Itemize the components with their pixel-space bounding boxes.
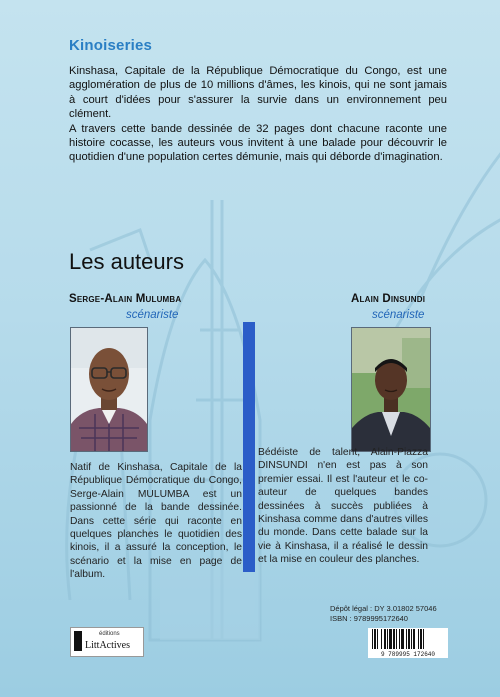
author-2-photo — [351, 327, 431, 452]
author-2-name: Alain Dinsundi — [351, 293, 426, 305]
authors-heading: Les auteurs — [69, 249, 184, 274]
center-divider — [243, 322, 255, 572]
publisher-mark-icon — [74, 631, 82, 651]
author-1-bio: Natif de Kinshasa, Capitale de la République Démocratique du Congo, Serge-Alain MULUMBA est un passionné de la bande dessinée. Dans cette série qui raconte en quelques planches le quotidien des kinois, il a assuré la conception, le scénario et la mise en page de l'album. — [70, 462, 242, 581]
author-1-role: scénariste — [126, 309, 179, 321]
author-2-bio: Bédéiste de talent, Alain-Piazza DINSUNDI n'en est pas à son premier essai. Il est l'auteur et le co-auteur de quelques bandes dessinées à succès publiées à Kinshasa comme dans d'autres villes du monde. Dans cette balade sur la vie à Kinshasa, il a réalisé le dessin et la mise en couleur des planches. — [258, 447, 428, 566]
intro-paragraph-2: A travers cette bande dessinée de 32 pages dont chacune raconte une histoire cocasse, les auteurs vous invitent à une balade pour découvrir le quotidien d'une population certes démunie, mais qui déborde d'imagination. — [69, 122, 447, 164]
legal-deposit: Dépôt légal : DY 3.01802 57046 — [330, 604, 437, 613]
barcode-number: 9 789995 172640 — [380, 651, 435, 658]
intro-paragraph-1: Kinshasa, Capitale de la République Démocratique du Congo, est une agglomération de plus de 10 millions d'âmes, les kinois, qui ne sont jamais à court d'idées pour s'assurer la survie dans un environnement peu clément. — [69, 65, 447, 121]
legal-info — [330, 604, 440, 624]
intro-text — [69, 64, 447, 165]
series-title: Kinoiseries — [69, 37, 153, 54]
isbn: ISBN : 9789995172640 — [330, 614, 408, 623]
publisher-logo — [70, 627, 144, 657]
publisher-name: LittActives — [85, 640, 130, 651]
author-1-name: Serge-Alain Mulumba — [69, 293, 182, 305]
barcode-bars — [368, 628, 448, 650]
publisher-small-label: éditions — [99, 631, 120, 637]
author-2-role: scénariste — [372, 309, 425, 321]
author-1-photo — [70, 327, 148, 452]
barcode — [368, 628, 448, 658]
